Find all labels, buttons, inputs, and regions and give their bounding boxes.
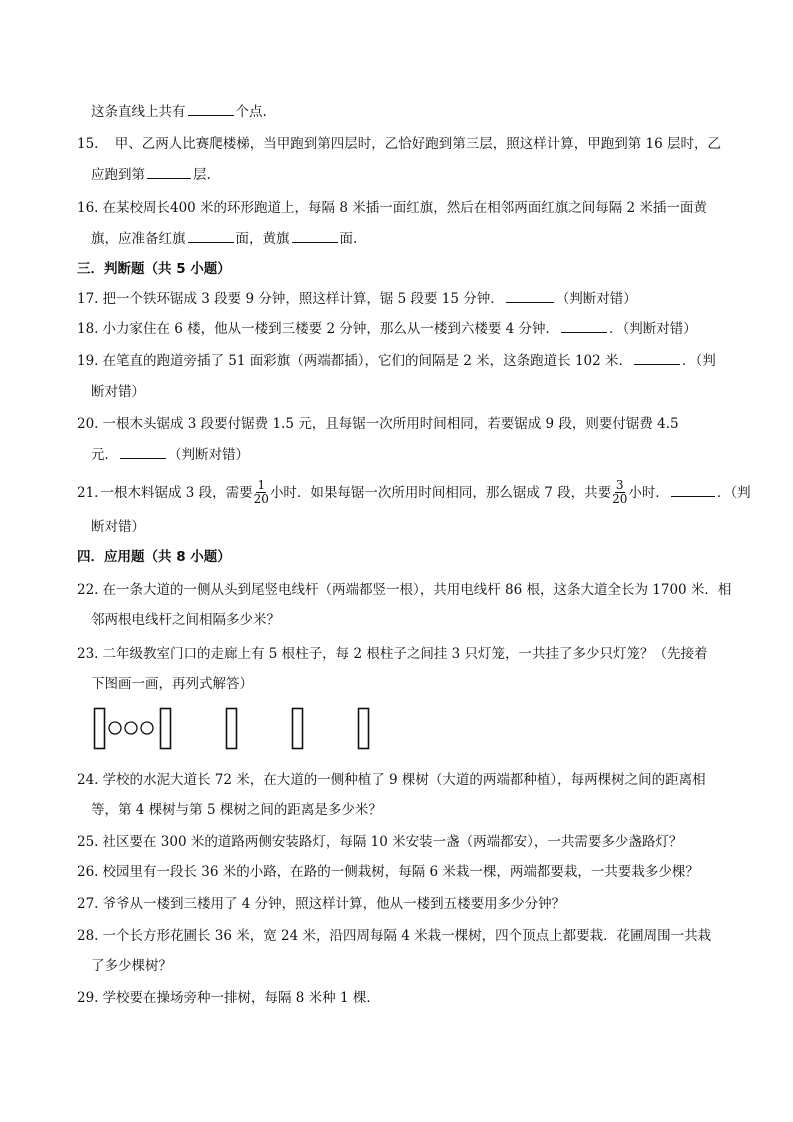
question-16-line2: 旗，应准备红旗 面，黄旗 面. (91, 228, 357, 249)
question-number: 23. (77, 646, 99, 662)
question-number: 21. (77, 485, 99, 501)
question-number: 29. (77, 990, 99, 1006)
question-23-line2: 下图画一画，再列式解答） (91, 676, 253, 692)
answer-blank[interactable] (561, 318, 607, 333)
lantern (125, 722, 137, 734)
question-20: 20. 一根木头锯成 3 段要付锯费 1.5 元，且每锯一次所用时间相同，若要锯成 9 段，则要付锯费 4.5 (77, 416, 679, 432)
pillar (293, 709, 303, 749)
answer-blank[interactable] (671, 482, 715, 497)
answer-blank[interactable] (506, 288, 554, 303)
question-number: 25. (77, 834, 99, 850)
question-number: 22. (77, 582, 99, 598)
fraction-one-twentieth: $\frac{1}{20}$ (253, 478, 269, 506)
lanterns-group (109, 722, 153, 734)
question-number: 16. (77, 200, 99, 216)
question-17: 17. 把一个铁环锯成 3 段要 9 分钟，照这样计算，锯 5 段要 15 分钟． （判断对错） (77, 288, 637, 309)
pillar (227, 709, 237, 749)
question-number: 15. (77, 136, 99, 152)
answer-blank[interactable] (188, 101, 234, 116)
section-heading-judgement: 三．判断题（共 5 小题） (77, 261, 231, 277)
question-21: 21. 一根木料锯成 3 段，需要 $\frac{1}{20}$ 小时．如果每锯一次所用时间相同，那么锯成 7 段，共要 $\frac{3}{20}$ 小时． ．（判 (77, 478, 751, 506)
question-19: 19. 在笔直的跑道旁插了 51 面彩旗（两端都插），它们的间隔是 2 米，这条跑道长 102 米． ．（判 (77, 350, 716, 371)
question-number: 17. (77, 291, 99, 307)
lantern (141, 722, 153, 734)
question-29: 29. 学校要在操场旁种一排树，每隔 8 米种 1 棵． (77, 990, 380, 1006)
question-20-line2: 元． （判断对错） (91, 444, 249, 465)
question-26: 26. 校园里有一段长 36 米的小路，在路的一侧栽树，每隔 6 米栽一棵，两端都要栽，一共要栽多少棵？ (77, 864, 699, 880)
pillar (95, 709, 105, 749)
question-24-line2: 等，第 4 棵树与第 5 棵树之间的距离是多少米？ (91, 802, 382, 818)
question-16: 16. 在某校周长400 米的环形跑道上，每隔 8 米插一面红旗，然后在相邻两面红旗之间每隔 2 米插一面黄 (77, 200, 707, 216)
question-22-line2: 邻两根电线杆之间相隔多少米？ (91, 612, 280, 628)
q14-continuation: 这条直线上共有 个点. (91, 101, 267, 122)
question-number: 24. (77, 772, 99, 788)
question-25: 25. 社区要在 300 米的道路两侧安装路灯，每隔 10 米安装一盏（两端都安），一共需要多少盏路灯？ (77, 834, 683, 850)
question-18: 18. 小力家住在 6 楼，他从一楼到三楼要 2 分钟，那么从一楼到六楼要 4 分钟． ．（判断对错） (77, 318, 697, 339)
question-number: 26. (77, 864, 99, 880)
section-heading-application: 四．应用题（共 8 小题） (77, 549, 231, 565)
pillar (359, 709, 369, 749)
question-23: 23. 二年级教室门口的走廊上有 5 根柱子，每 2 根柱子之间挂 3 只灯笼，一共挂了多少只灯笼？（先接着 (77, 646, 708, 662)
question-24: 24. 学校的水泥大道长 72 米，在大道的一侧种植了 9 棵树（大道的两端都种植），每两棵树之间的距离相 (77, 772, 706, 788)
question-number: 20. (77, 416, 99, 432)
pillar-lantern-diagram (90, 706, 390, 752)
lantern (109, 722, 121, 734)
question-28-line2: 了多少棵树？ (91, 958, 172, 974)
question-22: 22. 在一条大道的一侧从头到尾竖电线杆（两端都竖一根），共用电线杆 86 根，这条大道全长为 1700 米．相 (77, 582, 732, 598)
pillars-group (95, 709, 369, 749)
answer-blank[interactable] (634, 350, 680, 365)
question-number: 27. (77, 896, 99, 912)
question-number: 19. (77, 353, 99, 369)
question-27: 27. 爷爷从一楼到三楼用了 4 分钟，照这样计算，他从一楼到五楼要用多少分钟？ (77, 896, 566, 912)
answer-blank[interactable] (292, 228, 338, 243)
question-15: 15. 甲、乙两人比赛爬楼梯，当甲跑到第四层时，乙恰好跑到第三层，照这样计算，甲跑到第 16 层时，乙 (77, 136, 721, 152)
fraction-three-twentieths: $\frac{3}{20}$ (612, 478, 628, 506)
pillar (161, 709, 171, 749)
question-number: 18. (77, 321, 99, 337)
answer-blank[interactable] (147, 164, 191, 179)
answer-blank[interactable] (188, 228, 234, 243)
answer-blank[interactable] (120, 444, 166, 459)
question-21-line2: 断对错） (91, 519, 145, 535)
question-19-line2: 断对错） (91, 384, 145, 400)
question-number: 28. (77, 928, 99, 944)
question-15-line2: 应跑到第 层. (91, 164, 211, 185)
question-28: 28. 一个长方形花圃长 36 米，宽 24 米，沿四周每隔 4 米栽一棵树，四个顶点上都要栽．花圃周围一共栽 (77, 928, 712, 944)
